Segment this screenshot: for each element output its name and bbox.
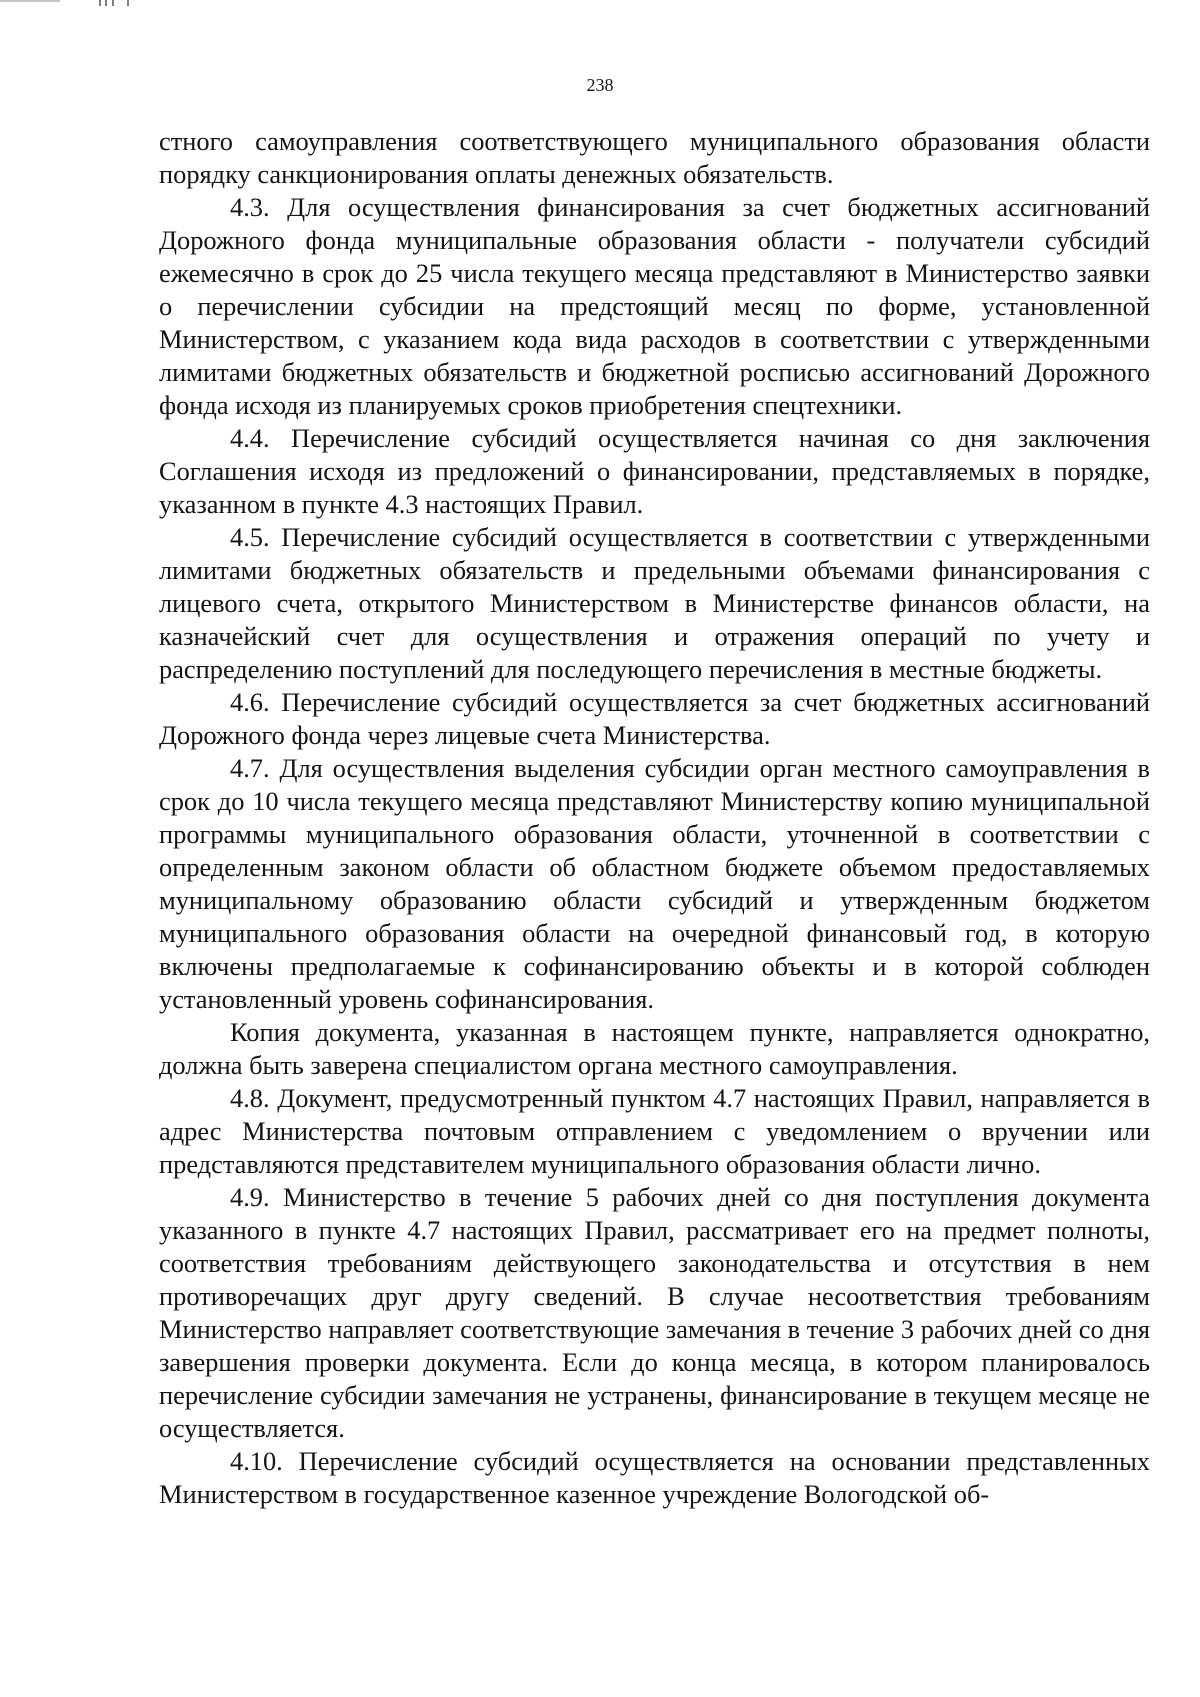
paragraph-4-6: 4.6. Перечисление субсидий осуществляется за счет бюджетных ассигнований Дорожного фонда через лицевые счета Министерства. [159,687,1150,750]
document-body [159,125,1150,1511]
paragraph-continuation: стного самоуправления соответствующего муниципального образования области порядку санкционирования оплаты денежных обязательств. [159,126,1150,189]
scan-corner-marks [0,0,150,10]
paragraph-4-5: 4.5. Перечисление субсидий осуществляется в соответствии с утвержденными лимитами бюджетных обязательств и предельными объемами финансирования с лицевого счета, открытого Министерством в Министерстве финансов области, на казначейский счет для осуществления и отражения операций по учету и распределению поступлений для последующего перечисления в местные бюджеты. [159,522,1150,684]
page-number: 238 [586,75,614,95]
paragraph-4-9: 4.9. Министерство в течение 5 рабочих дней со дня поступления документа указанного в пункте 4.7 настоящих Правил, рассматривает его на предмет полноты, соответствия требованиям действующего законодательства и отсутствия в нем противоречащих друг другу сведений. В случае несоответствия требованиям Министерство направляет соответствующие замечания в течение 3 рабочих дней со дня завершения проверки документа. Если до конца месяца, в котором планировалось перечисление субсидии замечания не устранены, финансирование в текущем месяце не осуществляется. [159,1182,1150,1443]
paragraph-4-8: 4.8. Документ, предусмотренный пунктом 4.7 настоящих Правил, направляется в адрес Министерства почтовым отправлением с уведомлением о вручении или представляются представителем муниципального образования области лично. [159,1083,1150,1179]
paragraph-4-10: 4.10. Перечисление субсидий осуществляется на основании представленных Министерством в государственное казенное учреждение Вологодской об- [159,1446,1150,1509]
paragraph-4-4: 4.4. Перечисление субсидий осуществляется начиная со дня заключения Соглашения исходя из предложений о финансировании, представляемых в порядке, указанном в пункте 4.3 настоящих Правил. [159,423,1150,519]
paragraph-4-7: 4.7. Для осуществления выделения субсидии орган местного самоуправления в срок до 10 числа текущего месяца представляют Министерству копию муниципальной программы муниципального образования области, уточненной в соответствии с определенным законом области об областном бюджете объемом предоставляемых муниципальному образованию области субсидий и утвержденным бюджетом муниципального образования области на очередной финансовый год, в которую включены предполагаемые к софинансированию объекты и в которой соблюден установленный уровень софинансирования. [159,753,1150,1014]
paragraph-4-3: 4.3. Для осуществления финансирования за счет бюджетных ассигнований Дорожного фонда муниципальные образования области - получатели субсидий ежемесячно в срок до 25 числа текущего месяца представляют в Министерство заявки о перечислении субсидии на предстоящий месяц по форме, установленной Министерством, с указанием кода вида расходов в соответствии с утвержденными лимитами бюджетных обязательств и бюджетной росписью ассигнований Дорожного фонда исходя из планируемых сроков приобретения спецтехники. [159,192,1150,420]
paragraph-4-7-copy: Копия документа, указанная в настоящем пункте, направляется однократно, должна быть заверена специалистом органа местного самоуправления. [159,1017,1150,1080]
